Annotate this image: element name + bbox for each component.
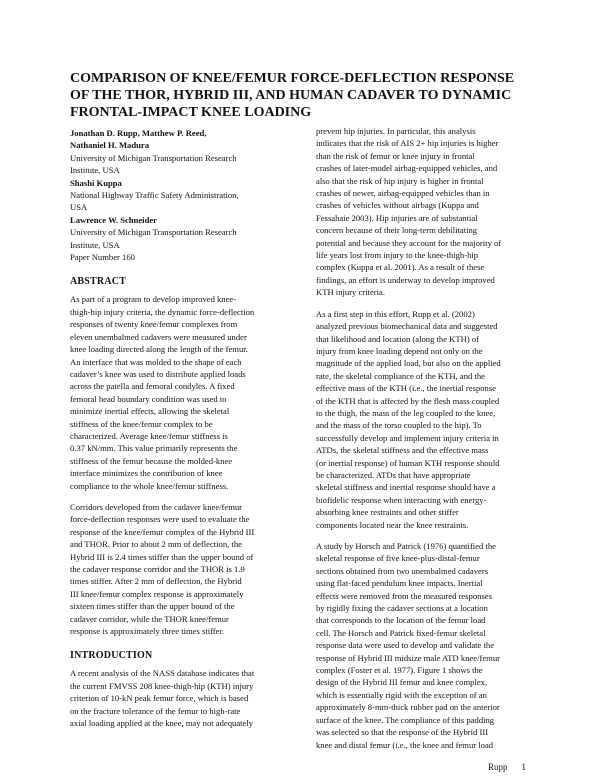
- text-line: magnitude of the applied load, but also on the applied: [316, 358, 501, 369]
- text-line: effective mass of the KTH (i.e., the inertial response: [316, 383, 497, 394]
- paper-title: [70, 70, 520, 121]
- text-line: knee and distal femur (i.e., the knee and femur load: [316, 739, 494, 750]
- text-line: axial loading applied at the knee, may not adequately: [70, 718, 254, 729]
- text-line: Fessahaie 2003). Hip injuries are of substantial: [316, 212, 478, 223]
- text-line: cadaver’s knee was used to distribute applied loads: [70, 368, 246, 379]
- text-line: A recent analysis of the NASS database indicates that: [70, 668, 255, 679]
- text-line: response is approximately three times stiffer.: [70, 626, 225, 637]
- text-line: cell. The Horsch and Patrick fixed-femur skeletal: [316, 627, 486, 638]
- text-line: characterized. Average knee/femur stiffness is: [70, 430, 228, 441]
- text-line: effects were removed from the measured responses: [316, 590, 492, 601]
- text-line: absorbing knee restraints and other stiffer: [316, 507, 459, 518]
- text-line: force-deflection responses were used to evaluate the: [70, 514, 250, 525]
- text-line: cadaver corridor, while the THOR knee/femur: [70, 613, 229, 624]
- text-line: sixteen times stiffer than the upper bound of the: [70, 601, 235, 612]
- text-line: crashes of later-model airbag-equipped vehicles, and: [316, 163, 498, 174]
- text-line: and THOR. Prior to about 2 mm of deflection, the: [70, 539, 242, 550]
- text-line: knee loading directed along the length of the femur.: [70, 344, 248, 355]
- text-line: using flat-faced pendulum knee impacts. Inertial: [316, 578, 483, 589]
- text-line: life years lost from injury to the knee-thigh-hip: [316, 250, 479, 261]
- text-line: and the mass of the torso coupled to the hip). To: [316, 420, 482, 431]
- text-line: minimize inertial effects, allowing the skeletal: [70, 406, 230, 417]
- text-line: rate, the skeletal compliance of the KTH, and the: [316, 370, 485, 381]
- body-paragraph: [316, 125, 543, 299]
- author-affiliation: Institute, USA: [70, 165, 120, 176]
- text-line: response of the knee/femur complex of the Hybrid III: [70, 526, 255, 537]
- text-line: the cadaver response corridor and the THOR is 1.9: [70, 564, 245, 574]
- title-line: OF THE THOR, HYBRID III, AND HUMAN CADAVER TO DYNAMIC: [70, 88, 512, 103]
- paper-number: Paper Number 160: [70, 252, 135, 263]
- text-line: biofidelic response when interacting with energy-: [316, 494, 487, 505]
- abstract-paragraph: [70, 501, 297, 637]
- text-line: complex (Foster et al. 1977). Figure 1 shows the: [316, 665, 483, 676]
- author-block: [70, 127, 297, 263]
- author-affiliation: University of Michigan Transportation Research: [70, 152, 237, 163]
- author-affiliation: Institute, USA: [70, 239, 120, 250]
- text-line: crashes of vehicles without airbags (Kuppa and: [316, 200, 479, 211]
- text-line: response data were used to develop and validate the: [316, 640, 495, 651]
- author-affiliation: University of Michigan Transportation Research: [70, 227, 237, 238]
- text-line: prevent hip injuries. In particular, this analysis: [316, 126, 476, 136]
- text-line: (or inertial response) of human KTH response should: [316, 457, 500, 468]
- text-line: thigh-hip injury criteria, the dynamic force-deflection: [70, 306, 255, 317]
- text-line: that corresponds to the location of the femur load: [316, 615, 486, 626]
- text-line: than the risk of femur or knee injury in frontal: [316, 150, 475, 161]
- text-line: criterion of 10-kN peak femur force, which is based: [70, 693, 249, 704]
- author-names: Lawrence W. Schneider: [70, 214, 157, 225]
- page-number: 1: [521, 762, 527, 772]
- text-line: crashes of newer, airbag-equipped vehicles than in: [316, 188, 490, 199]
- text-line: Hybrid III is 2.4 times stiffer than the upper bound of: [70, 551, 254, 562]
- text-line: be characterized. ATDs that have appropriate: [316, 469, 471, 480]
- text-line: Corridors developed from the cadaver knee/femur: [70, 501, 243, 512]
- text-line: complex (Kuppa et al. 2001). As a result of these: [316, 262, 485, 273]
- text-line: by rigidly fixing the cadaver sections at a location: [316, 603, 488, 614]
- text-line: stiffness of the knee/femur complex to be: [70, 418, 213, 429]
- body-paragraph: [316, 308, 543, 531]
- title-line: COMPARISON OF KNEE/FEMUR FORCE-DEFLECTION RESPONSE: [70, 71, 515, 86]
- abstract-heading: ABSTRACT: [70, 276, 127, 288]
- text-line: eleven unembalmed cadavers were measured under: [70, 331, 247, 342]
- text-line: stiffness of the femur because the molded-knee: [70, 455, 233, 466]
- text-line: approximately 8-mm-thick rubber pad on the anterior: [316, 702, 500, 713]
- text-line: design of the Hybrid III femur and knee complex,: [316, 677, 488, 688]
- text-line: sections obtained from two unembalmed cadavers: [316, 565, 489, 576]
- introduction-paragraph: [70, 667, 297, 729]
- text-line: indicates that the risk of AIS 2+ hip injuries is higher: [316, 138, 499, 149]
- text-line: An interface that was molded to the shape of each: [70, 356, 242, 367]
- text-line: findings, an effort is underway to develop improved: [316, 274, 495, 285]
- text-line: times stiffer. After 2 mm of deflection, the Hybrid: [70, 576, 242, 587]
- title-line: FRONTAL-IMPACT KNEE LOADING: [70, 105, 312, 120]
- text-line: which is essentially rigid with the exception of an: [316, 689, 487, 700]
- text-line: that likelihood and location (along the KTH) of: [316, 333, 480, 344]
- author-affiliation: National Highway Traffic Safety Administration,: [70, 190, 239, 201]
- text-line: the current FMVSS 208 knee-thigh-hip (KTH) injury: [70, 680, 254, 691]
- text-line: successfully develop and implement injury criteria in: [316, 432, 499, 443]
- introduction-heading: INTRODUCTION: [70, 650, 153, 662]
- abstract-paragraph: [70, 293, 297, 492]
- text-line: across the patella and femoral condyles. A fixed: [70, 381, 235, 392]
- footer-author: Rupp: [488, 762, 508, 772]
- text-line: A study by Horsch and Patrick (1976) quantified the: [316, 541, 496, 551]
- text-line: was selected so that the response of the Hybrid III: [316, 727, 489, 738]
- text-line: of the KTH that is affected by the flesh mass coupled: [316, 395, 500, 406]
- text-line: response of Hybrid III midsize male ATD knee/femur: [316, 652, 500, 663]
- text-line: As a first step in this effort, Rupp et al. (2002): [316, 308, 475, 319]
- text-line: to the thigh, the mass of the leg coupled to the knee,: [316, 407, 496, 418]
- text-line: III knee/femur complex response is approximately: [70, 588, 244, 599]
- text-line: As part of a program to develop improved knee-: [70, 294, 237, 305]
- page-footer: [488, 762, 526, 772]
- text-line: also that the risk of hip injury is higher in frontal: [316, 175, 484, 186]
- text-line: injury from knee loading depend not only on the: [316, 345, 483, 356]
- body-paragraph: [316, 540, 543, 751]
- text-line: KTH injury criteria.: [316, 287, 385, 298]
- text-line: responses of twenty knee/femur complexes from: [70, 319, 238, 330]
- right-column: [316, 125, 543, 751]
- text-line: on the fracture tolerance of the femur to high-rate: [70, 705, 241, 716]
- text-line: components located near the knee restraints.: [316, 519, 469, 530]
- author-names: Shashi Kuppa: [70, 177, 122, 188]
- text-line: surface of the knee. The compliance of this padding: [316, 714, 495, 725]
- author-names: Jonathan D. Rupp, Matthew P. Reed,: [70, 128, 207, 138]
- text-line: interface minimizes the contribution of knee: [70, 468, 223, 479]
- text-line: femoral head boundary condition was used to: [70, 393, 227, 404]
- text-line: analyzed previous biomechanical data and suggested: [316, 321, 498, 332]
- text-line: skeletal response of five knee-plus-distal-femur: [316, 553, 480, 564]
- text-line: skeletal stiffness and inertial response should have a: [316, 482, 496, 493]
- text-line: ATDs, the skeletal stiffness and the effective mass: [316, 445, 489, 456]
- text-line: potential and because they account for the majority of: [316, 237, 502, 248]
- left-column: [70, 127, 297, 729]
- text-line: concern because of their long-term debilitating: [316, 225, 478, 236]
- author-names: Nathaniel H. Madura: [70, 140, 150, 151]
- text-line: 0.37 kN/mm. This value primarily represents the: [70, 443, 238, 454]
- text-line: compliance to the whole knee/femur stiffness.: [70, 480, 229, 491]
- author-affiliation: USA: [70, 202, 88, 213]
